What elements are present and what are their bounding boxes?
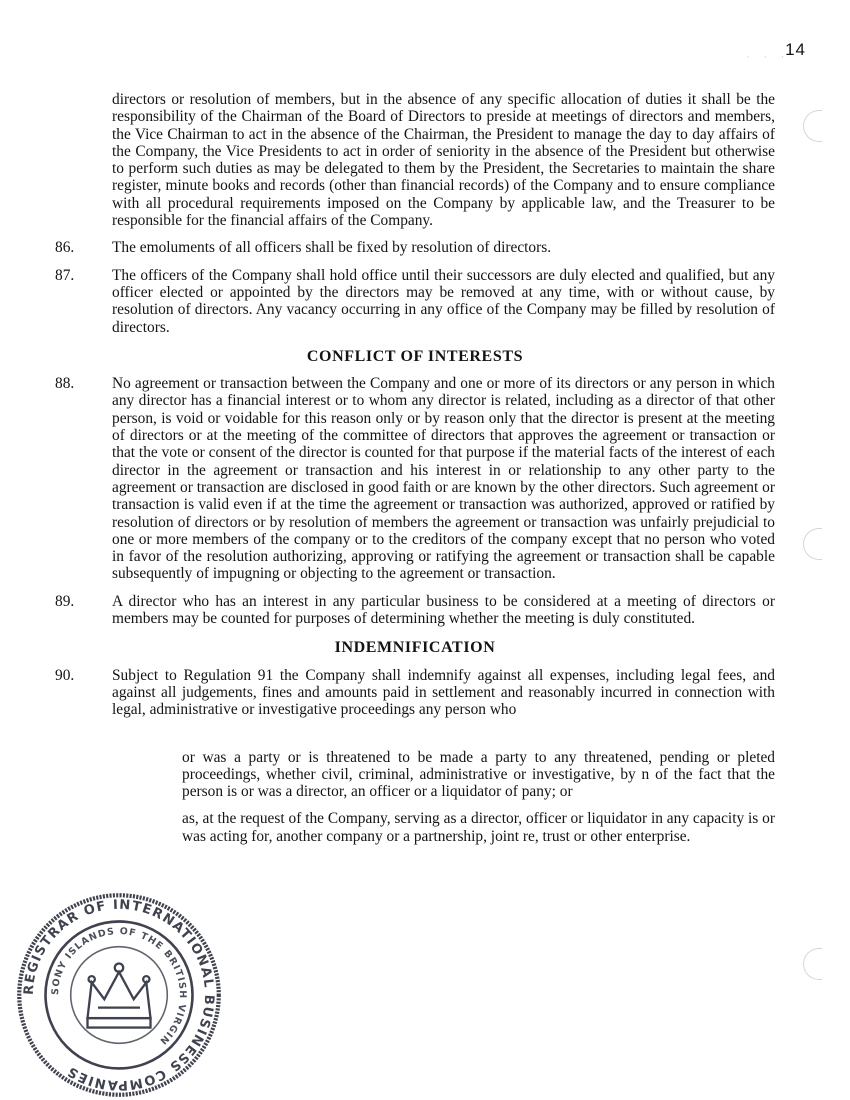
document-body <box>55 91 775 845</box>
regulation-number: 90. <box>55 666 75 684</box>
regulation-number: 88. <box>55 375 75 393</box>
scan-specks: · · · <box>746 52 790 62</box>
continued-paragraph: directors or resolution of members, but in the absence of any specific allocation of duties it shall be the responsibility of the Chairman of the Board of Directors to preside at meetings of directors and members, the Vice Chairman to act in the absence of the Chairman, the President to manage the day to day affairs of the Company, the Vice Presidents to act in order of seniority in the absence of the President but otherwise to perform such duties as may be delegated to them by the President, the Secretaries to maintain the share register, minute books and records (other than financial records) of the Company and to ensure compliance with all procedural requirements imposed on the Company by applicable law, and the Treasurer to be responsible for the financial affairs of the Company. <box>112 91 775 230</box>
subclause-b: as, at the request of the Company, serving as a director, officer or liquidator in any capacity is or was acting for, another company or a partnership, joint re, trust or other enterprise. <box>182 810 775 845</box>
registrar-seal-stamp <box>14 890 224 1100</box>
regulation-89 <box>55 593 775 628</box>
regulation-86 <box>55 239 775 256</box>
regulation-90-subclauses <box>112 749 775 845</box>
punch-hole-mark <box>803 110 822 142</box>
regulation-87 <box>55 267 775 336</box>
regulation-text: Subject to Regulation 91 the Company shall indemnify against all expenses, including legal fees, and against all judgements, fines and amounts paid in settlement and reasonably incurred in connection with legal, administrative or investigative proceedings any person who <box>112 666 775 719</box>
seal-inner-text: SONY ISLANDS OF THE BRITISH VIRGIN <box>49 925 188 1047</box>
regulation-text: A director who has an interest in any particular business to be considered at a meeting of directors or members may be counted for purposes of determining whether the meeting is duly constituted. <box>112 592 775 628</box>
seal-outer-text: REGISTRAR OF INTERNATIONAL BUSINESS COMPANIES <box>21 897 217 1093</box>
regulation-number: 87. <box>55 266 75 284</box>
punch-hole-mark <box>803 528 822 560</box>
regulation-88 <box>55 375 775 583</box>
punch-hole-mark <box>803 948 822 980</box>
section-heading-indemnification: INDEMNIFICATION <box>334 639 496 657</box>
subclause-a: or was a party or is threatened to be made a party to any threatened, pending or pleted proceedings, whether civil, criminal, administrative or investigative, by n of the fact that the person is or was a director, an officer or a liquidator of pany; or <box>182 748 775 801</box>
regulation-number: 89. <box>55 592 75 610</box>
crown-icon <box>88 964 151 1028</box>
regulation-text: The emoluments of all officers shall be fixed by resolution of directors. <box>112 239 552 257</box>
regulation-number: 86. <box>55 239 75 257</box>
page-number: 14 <box>785 40 806 59</box>
section-heading-conflict: CONFLICT OF INTERESTS <box>306 347 524 365</box>
regulation-text: No agreement or transaction between the Company and one or more of its directors or any person in which any director has a financial interest or to whom any director is related, including as a director of that other person, is void or voidable for this reason only or by reason only that the director is present at the meeting of directors or at the meeting of the committee of directors that approves the agreement or transaction or that the vote or consent of the director is counted for that purpose if the material facts of the interest of each director in the agreement or transaction and his interest in or relationship to any other party to the agreement or transaction are disclosed in good faith or are known by the other directors. Such agreement or transaction is valid even if at the time the agreement or transaction was authorized, approved or ratified by resolution of directors or by resolution of members the agreement or transaction was unfairly prejudicial to one or more members of the company or to the creditors of the company except that no person who voted in favor of the resolution authorizing, approving or ratifying the agreement or transaction shall be capable subsequently of impugning or objecting to the agreement or transaction. <box>112 375 775 583</box>
regulation-text: The officers of the Company shall hold office until their successors are duly elected and qualified, but any officer elected or appointed by the directors may be removed at any time, with or without cause, by resolution of directors. Any vacancy occurring in any office of the Company may be filled by resolution of directors. <box>112 266 775 336</box>
regulation-90 <box>55 667 775 719</box>
